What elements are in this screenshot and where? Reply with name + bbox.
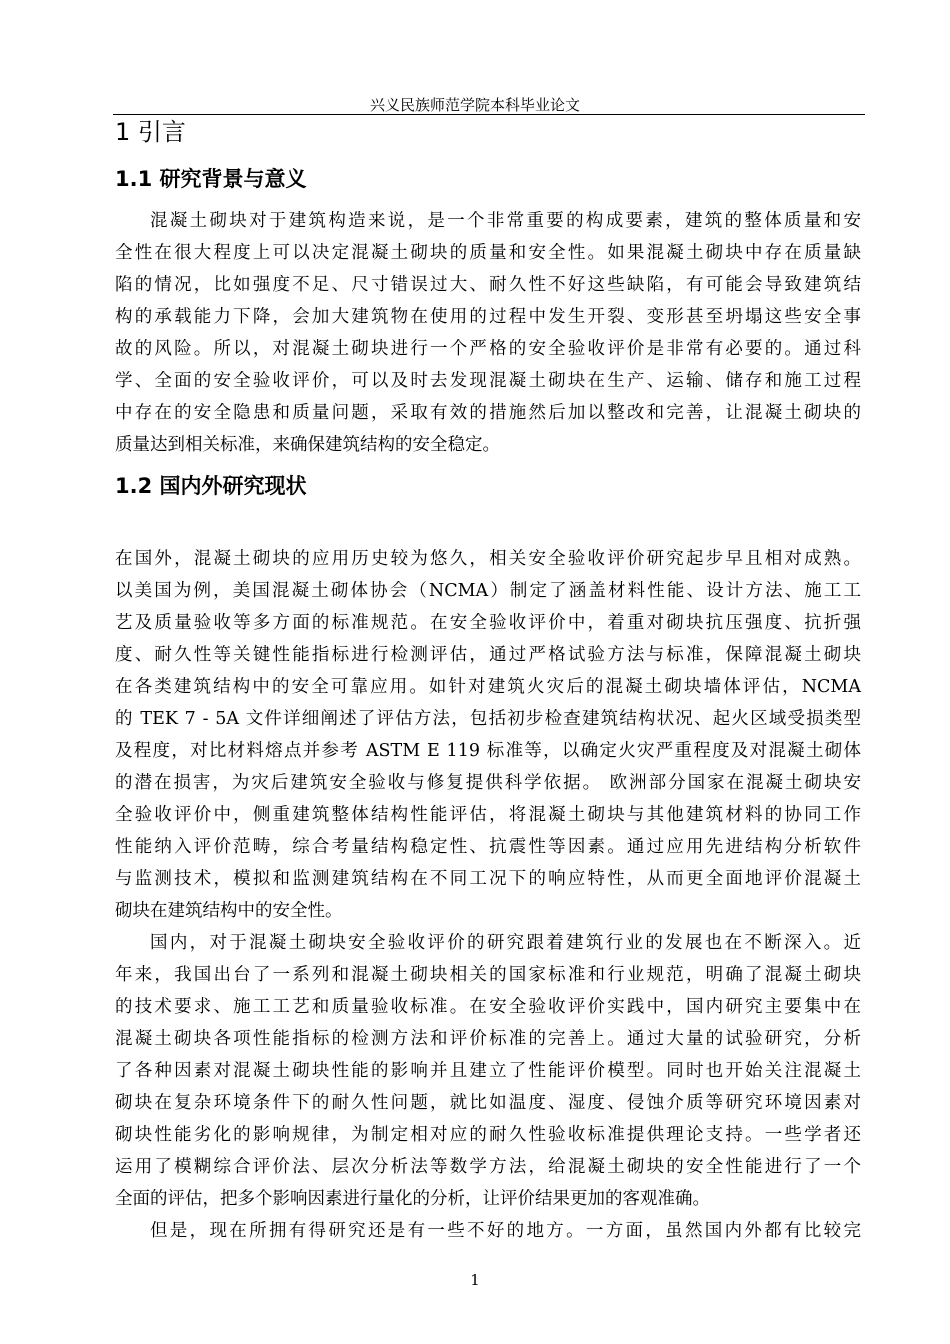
chapter-title: 1 引言 <box>115 118 186 146</box>
paragraph-line: 陷的情况，比如强度不足、尺寸错误过大、耐久性不好这些缺陷，有可能会导致建筑结 <box>115 275 861 295</box>
paragraph-line: 了各种因素对混凝土砌块性能的影响并且建立了性能评价模型。同时也开始关注混凝土 <box>115 1061 861 1081</box>
paragraph-line: 全验收评价中，侧重建筑整体结构性能评估，将混凝土砌块与其他建筑材料的协同工作 <box>115 805 861 825</box>
paragraph-line: 中存在的安全隐患和质量问题，采取有效的措施然后加以整改和完善，让混凝土砌块的 <box>115 403 861 423</box>
paragraph-line: 在国外，混凝土砌块的应用历史较为悠久，相关安全验收评价研究起步早且相对成熟。 <box>115 549 861 569</box>
paragraph-line: 砌块性能劣化的影响规律，为制定相对应的耐久性验收标准提供理论支持。一些学者还 <box>115 1125 861 1145</box>
paragraph-line: 混凝土砌块对于建筑构造来说，是一个非常重要的构成要素，建筑的整体质量和安 <box>150 211 861 231</box>
page-header: 兴义民族师范学院本科毕业论文 <box>369 96 580 114</box>
paragraph-line: 砌块在建筑结构中的安全性。 <box>115 901 343 921</box>
header-rule <box>113 114 865 115</box>
paragraph-line: 与监测技术，模拟和监测建筑结构在不同工况下的响应特性，从而更全面地评价混凝土 <box>115 869 861 889</box>
paragraph-line: 构的承载能力下降，会加大建筑物在使用的过程中发生开裂、变形甚至坍塌这些安全事 <box>115 307 861 327</box>
section-title: 1.1 研究背景与意义 <box>115 167 307 191</box>
paragraph-line: 全面的评估，把多个影响因素进行量化的分析，让评价结果更加的客观准确。 <box>115 1189 710 1209</box>
paragraph-line: 年来，我国出台了一系列和混凝土砌块相关的国家标准和行业规范，明确了混凝土砌块 <box>115 965 861 985</box>
paragraph-line: 以美国为例，美国混凝土砌体协会（NCMA）制定了涵盖材料性能、设计方法、施工工 <box>115 581 861 601</box>
paragraph-line: 的潜在损害，为灾后建筑安全验收与修复提供科学依据。 欧洲部分国家在混凝土砌块安 <box>115 773 861 793</box>
paragraph-line: 但是，现在所拥有得研究还是有一些不好的地方。一方面，虽然国内外都有比较完 <box>150 1221 861 1241</box>
paragraph-line: 学、全面的安全验收评价，可以及时去发现混凝土砌块在生产、运输、储存和施工过程 <box>115 371 861 391</box>
page-number: 1 <box>470 1271 480 1289</box>
paragraph-line: 度、耐久性等关键性能指标进行检测评估，通过严格试验方法与标准，保障混凝土砌块 <box>115 645 861 665</box>
paragraph-line: 的 TEK 7 - 5A 文件详细阐述了评估方法，包括初步检查建筑结构状况、起火区域受损类型 <box>115 709 861 729</box>
paragraph-line: 及程度，对比材料熔点并参考 ASTM E 119 标准等，以确定火灾严重程度及对混凝土砌体 <box>115 741 861 761</box>
paragraph-line: 全性在很大程度上可以决定混凝土砌块的质量和安全性。如果混凝土砌块中存在质量缺 <box>115 243 861 263</box>
paragraph-line: 混凝土砌块各项性能指标的检测方法和评价标准的完善上。通过大量的试验研究，分析 <box>115 1029 861 1049</box>
paragraph-line: 的技术要求、施工工艺和质量验收标准。在安全验收评价实践中，国内研究主要集中在 <box>115 997 861 1017</box>
paragraph-line: 在各类建筑结构中的安全可靠应用。如针对建筑火灾后的混凝土砌块墙体评估，NCMA <box>115 677 861 697</box>
paragraph-line: 运用了模糊综合评价法、层次分析法等数学方法，给混凝土砌块的安全性能进行了一个 <box>115 1157 861 1177</box>
paragraph-line: 故的风险。所以，对混凝土砌块进行一个严格的安全验收评价是非常有必要的。通过科 <box>115 339 861 359</box>
section-title: 1.2 国内外研究现状 <box>115 474 307 498</box>
paragraph-line: 性能纳入评价范畴，综合考量结构稳定性、抗震性等因素。通过应用先进结构分析软件 <box>115 837 861 857</box>
paragraph-line: 砌块在复杂环境条件下的耐久性问题，就比如温度、湿度、侵蚀介质等研究环境因素对 <box>115 1093 861 1113</box>
paragraph-line: 国内，对于混凝土砌块安全验收评价的研究跟着建筑行业的发展也在不断深入。近 <box>150 933 861 953</box>
paragraph-line: 艺及质量验收等多方面的标准规范。在安全验收评价中，着重对砌块抗压强度、抗折强 <box>115 613 861 633</box>
paragraph-line: 质量达到相关标准，来确保建筑结构的安全稳定。 <box>115 435 500 455</box>
